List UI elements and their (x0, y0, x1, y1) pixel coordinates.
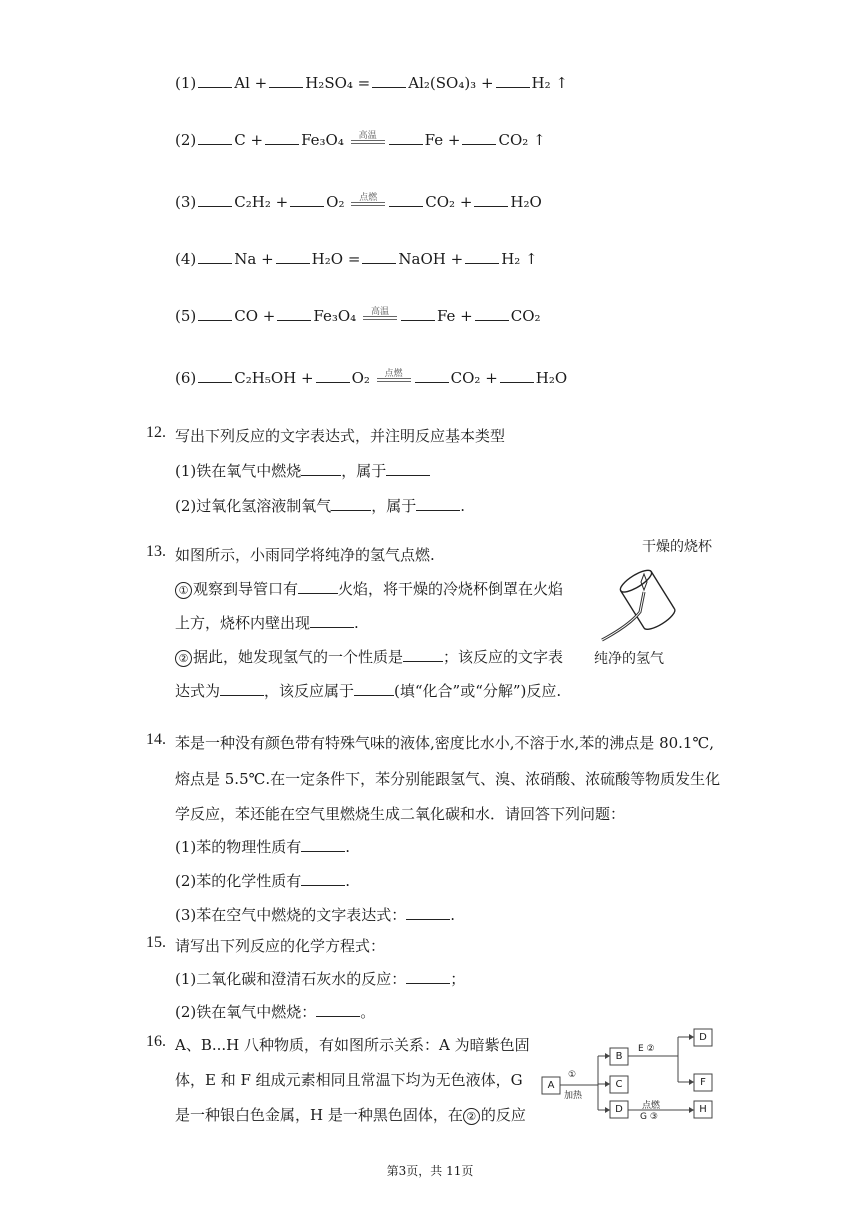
reaction-diagram (538, 1022, 728, 1126)
node-d: D (615, 1104, 623, 1115)
question-item: (1)苯的物理性质有 . (175, 838, 351, 856)
question-line: A、B...H 八种物质，有如图所示关系：A 为暗紫色固 (175, 1036, 530, 1054)
node-d: D (699, 1032, 707, 1043)
question-stem: 写出下列反应的文字表达式，并注明反应基本类型 (175, 427, 506, 445)
question-item: (2)苯的化学性质有 . (175, 872, 351, 890)
question-stem: 请写出下列反应的化学方程式： (175, 937, 386, 955)
figure-label: 干燥的烧杯 (642, 539, 712, 555)
page-footer: 第3页，共 11页 (386, 1164, 474, 1178)
question-line: 熔点是 5.5℃.在一定条件下，苯分别能跟氢气、溴、浓硝酸、浓硫酸等物质发生化 (175, 770, 721, 788)
question-item: (3)苯在空气中燃烧的文字表达式： . (175, 906, 456, 924)
reaction-condition: 点燃 (351, 194, 385, 212)
question-number: 14. (146, 731, 166, 748)
equation-3: (3) C₂H₂ + O₂ 点燃 CO₂ + H₂O (175, 193, 542, 211)
question-line: 体，E 和 F 组成元素相同且常温下均为无色液体，G (175, 1071, 523, 1089)
question-line: 达式为 ，该反应属于 (填“化合”或“分解”)反应. (175, 682, 562, 700)
question-line: 上方，烧杯内壁出现 . (175, 614, 359, 632)
question-line: ② 据此，她发现氢气的一个性质是 ；该反应的文字表 (175, 646, 563, 667)
question-number: 16. (146, 1033, 166, 1050)
question-item: (2)过氧化氢溶液制氧气 ，属于 . (175, 497, 466, 515)
question-item: (1)铁在氧气中燃烧 ，属于 (175, 460, 430, 481)
question-line: 是一种银白色金属，H 是一种黑色固体，在 ② 的反应 (175, 1106, 526, 1124)
question-stem: 如图所示，小雨同学将纯净的氢气点燃. (175, 546, 435, 564)
figure-label: 纯净的氢气 (594, 651, 664, 667)
node-a: A (547, 1080, 555, 1091)
question-line: ① 观察到导管口有 火焰，将干燥的冷烧杯倒罩在火焰 (175, 578, 563, 599)
node-b: B (615, 1051, 623, 1062)
edge-label: E ② (638, 1044, 655, 1054)
question-item: (2)铁在氧气中燃烧： 。 (175, 1003, 376, 1021)
question-item: (1)二氧化碳和澄清石灰水的反应： ； (175, 970, 466, 988)
reaction-condition: 高温 (351, 132, 385, 150)
reaction-condition: 点燃 (377, 370, 411, 388)
node-c: C (615, 1079, 623, 1090)
reaction-condition: 高温 (363, 308, 397, 326)
edge-label: ① (568, 1070, 577, 1080)
node-h: H (699, 1104, 707, 1115)
equation-2: (2) C + Fe₃O₄ 高温 Fe + CO₂ ↑ (175, 131, 546, 149)
question-line: 学反应，苯还能在空气里燃烧生成二氧化碳和水．请回答下列问题： (175, 805, 626, 823)
node-f: F (700, 1077, 706, 1088)
equation-6: (6) C₂H₅OH + O₂ 点燃 CO₂ + H₂O (175, 369, 568, 387)
edge-label: G ③ (640, 1112, 658, 1122)
question-line: 苯是一种没有颜色带有特殊气味的液体,密度比水小,不溶于水,苯的沸点是 80.1℃, (175, 734, 715, 752)
edge-label: 点燃 (642, 1101, 661, 1111)
question-number: 13. (146, 543, 166, 560)
edge-label: 加热 (564, 1091, 583, 1101)
beaker-figure (592, 532, 732, 672)
equation-1: (1) Al + H₂SO₄ = Al₂(SO₄)₃ + H₂ ↑ (175, 74, 568, 92)
question-number: 15. (146, 934, 166, 951)
equation-5: (5) CO + Fe₃O₄ 高温 Fe + CO₂ (175, 307, 541, 325)
equation-4: (4) Na + H₂O = NaOH + H₂ ↑ (175, 250, 538, 268)
question-number: 12. (146, 424, 166, 441)
